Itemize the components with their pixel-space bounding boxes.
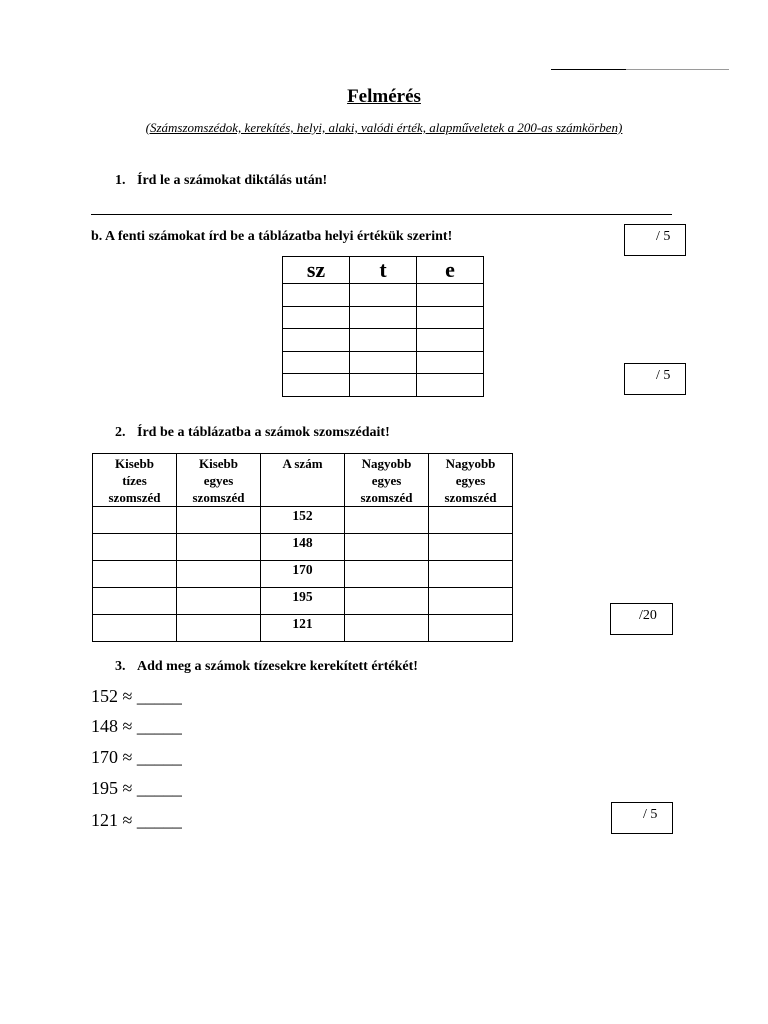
answer-cell[interactable] (345, 588, 429, 615)
place-value-table (282, 256, 484, 397)
rounding-item[interactable] (91, 716, 182, 737)
place-value-cell[interactable] (350, 284, 417, 307)
rounding-number: 148 (91, 716, 118, 736)
score-box-1a[interactable] (624, 224, 686, 256)
question-3 (115, 659, 418, 675)
answer-cell[interactable] (93, 534, 177, 561)
answer-cell[interactable] (345, 507, 429, 534)
place-value-header-tens: t (350, 257, 417, 284)
place-value-cell[interactable] (283, 374, 350, 397)
place-value-cell[interactable] (350, 351, 417, 374)
score-box-2[interactable] (610, 603, 673, 635)
question-2-number: 2. (115, 425, 126, 440)
table-row (283, 284, 484, 307)
place-value-cell[interactable] (283, 329, 350, 352)
question-2 (115, 425, 390, 441)
given-number: 152 (261, 507, 345, 534)
neighbors-table (92, 453, 513, 642)
answer-cell[interactable] (345, 561, 429, 588)
rounding-number: 195 (91, 778, 118, 798)
question-1-text: Írd le a számokat diktálás után! (137, 173, 328, 188)
answer-cell[interactable] (429, 615, 513, 642)
rounding-blank: ≈ _____ (118, 747, 182, 767)
header-smaller-tens-neighbor: Kisebb tízes szomszéd (93, 454, 177, 507)
page-title: Felmérés (347, 86, 421, 107)
answer-cell[interactable] (93, 507, 177, 534)
given-number: 170 (261, 561, 345, 588)
rounding-item[interactable] (91, 686, 182, 707)
given-number: 148 (261, 534, 345, 561)
question-1 (115, 173, 327, 189)
answer-cell[interactable] (429, 588, 513, 615)
score-box-3[interactable] (611, 802, 673, 834)
table-row (93, 615, 513, 642)
place-value-cell[interactable] (417, 306, 484, 329)
answer-cell[interactable] (177, 561, 261, 588)
place-value-header-ones: e (417, 257, 484, 284)
place-value-cell[interactable] (283, 351, 350, 374)
given-number: 121 (261, 615, 345, 642)
header-smaller-ones-neighbor: Kisebb egyes szomszéd (177, 454, 261, 507)
table-row (283, 351, 484, 374)
answer-cell[interactable] (177, 615, 261, 642)
score-1a-label: / 5 (656, 229, 671, 244)
rounding-blank: ≈ _____ (118, 686, 182, 706)
table-row (93, 588, 513, 615)
rounding-blank: ≈ _____ (118, 810, 182, 830)
answer-cell[interactable] (429, 561, 513, 588)
given-number: 195 (261, 588, 345, 615)
place-value-cell[interactable] (283, 306, 350, 329)
answer-cell[interactable] (345, 534, 429, 561)
question-1b (91, 229, 452, 245)
rounding-number: 152 (91, 686, 118, 706)
answer-cell[interactable] (429, 534, 513, 561)
rounding-item[interactable] (91, 747, 182, 768)
place-value-cell[interactable] (417, 284, 484, 307)
page-subtitle: (Számszomszédok, kerekítés, helyi, alaki, valódi érték, alapműveletek a 200-as számkörben) (145, 120, 623, 135)
table-row (93, 534, 513, 561)
answer-cell[interactable] (177, 588, 261, 615)
header-larger-ones-neighbor-2: Nagyobb egyes szomszéd (429, 454, 513, 507)
score-box-1b[interactable] (624, 363, 686, 395)
rounding-number: 170 (91, 747, 118, 767)
header-larger-ones-neighbor: Nagyobb egyes szomszéd (345, 454, 429, 507)
answer-cell[interactable] (177, 507, 261, 534)
score-3-label: / 5 (643, 807, 658, 822)
rounding-item[interactable] (91, 810, 182, 831)
header-the-number: A szám (261, 454, 345, 507)
rounding-number: 121 (91, 810, 118, 830)
table-row (283, 374, 484, 397)
answer-cell[interactable] (93, 561, 177, 588)
place-value-cell[interactable] (350, 329, 417, 352)
question-1-number: 1. (115, 173, 126, 188)
place-value-cell[interactable] (350, 306, 417, 329)
place-value-cell[interactable] (283, 284, 350, 307)
answer-cell[interactable] (177, 534, 261, 561)
place-value-header-hundreds: sz (283, 257, 350, 284)
question-3-number: 3. (115, 659, 126, 674)
name-line[interactable] (551, 69, 729, 70)
dictation-answer-line[interactable] (91, 214, 672, 215)
rounding-blank: ≈ _____ (118, 716, 182, 736)
rounding-item[interactable] (91, 778, 182, 799)
place-value-cell[interactable] (417, 374, 484, 397)
question-1b-text: b. A fenti számokat írd be a táblázatba helyi értékük szerint! (91, 229, 453, 244)
score-1b-label: / 5 (656, 368, 671, 383)
place-value-cell[interactable] (417, 351, 484, 374)
table-row (93, 561, 513, 588)
rounding-blank: ≈ _____ (118, 778, 182, 798)
table-row (283, 306, 484, 329)
score-2-label: /20 (639, 608, 657, 623)
question-2-text: Írd be a táblázatba a számok szomszédait! (137, 425, 390, 440)
place-value-cell[interactable] (417, 329, 484, 352)
table-row (93, 507, 513, 534)
question-3-text: Add meg a számok tízesekre kerekített értékét! (137, 659, 418, 674)
answer-cell[interactable] (429, 507, 513, 534)
answer-cell[interactable] (93, 615, 177, 642)
answer-cell[interactable] (345, 615, 429, 642)
place-value-cell[interactable] (350, 374, 417, 397)
table-row (283, 329, 484, 352)
answer-cell[interactable] (93, 588, 177, 615)
